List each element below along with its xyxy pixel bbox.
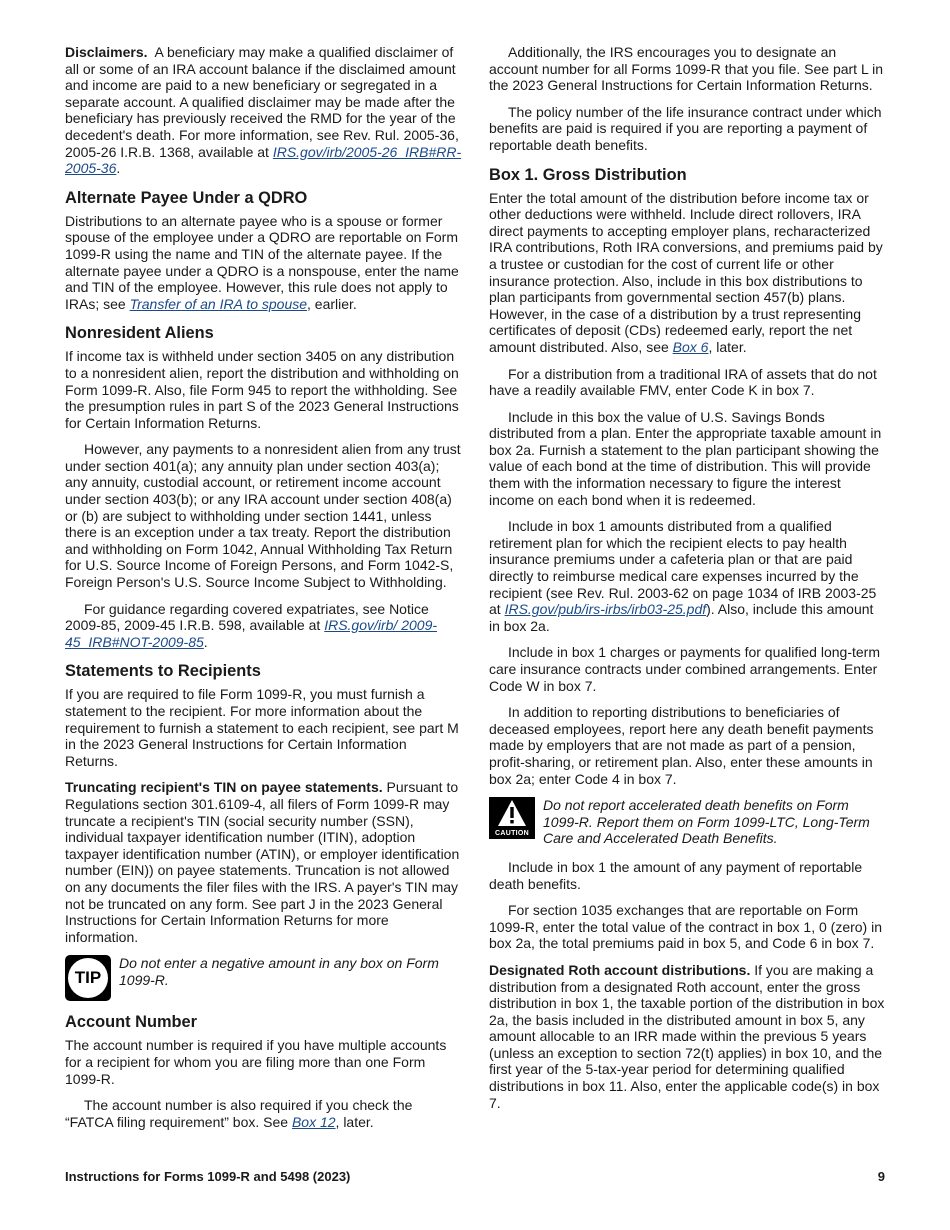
caution-text: Do not report accelerated death benefits on Form 1099-R. Report them on Form 1099-LTC, Long-Term Care and Accelerated Death Benefits. bbox=[543, 797, 870, 847]
disclaimers-tail: . bbox=[116, 160, 121, 177]
disclaimers-paragraph bbox=[65, 44, 462, 177]
warning-triangle-icon bbox=[497, 799, 527, 827]
account-p2-tail: , later. bbox=[335, 1113, 374, 1130]
roth-paragraph bbox=[489, 962, 886, 1111]
page-number: 9 bbox=[877, 1169, 885, 1184]
nonresident-p3 bbox=[65, 601, 462, 651]
box12-link[interactable]: Box 12 bbox=[291, 1113, 336, 1130]
policy-paragraph: The policy number of the life insurance contract under which benefits are paid is required if you are reporting a payment of reportable death benefits. bbox=[489, 103, 882, 153]
statements-p1: If you are required to file Form 1099-R, you must furnish a statement to the recipient. For more information about the requirement to furnish a statement to each recipient, see part M in the 2023 General Instructions for Certain Information Returns. bbox=[65, 686, 459, 769]
nonresident-p2: However, any payments to a nonresident alien from any trust under section 401(a); any annuity plan under section 403(a); any annuity, custodial account, or retirement income account under section 403(b); or any IRA account under section 408(a) or (b) are subject to withholding under section 1441, unless there is an exception under a tax treaty. Report the distribution and withholding on Form 1042, Annual Withholding Tax Return for U.S. Source Income of Foreign Persons, and Form 1042-S, Foreign Person's U.S. Source Income Subject to Withholding. bbox=[65, 441, 461, 591]
box1-heading: Box 1. Gross Distribution bbox=[489, 165, 687, 184]
account-p2 bbox=[65, 1097, 462, 1130]
box1-p1-text: Enter the total amount of the distribution before income tax or other deductions were withheld. Include direct rollovers, IRA direct payments to accepting employer plans, recharacterized IRA contributions, Roth IRA conversions, and premiums paid by a trustee or custodian for the cost of current life or other insurance protection. Also, include in this box distributions to plan participants from governmental section 457(b) plans. However, in the case of a distribution by a trust representing certificates of deposit (CDs) redeemed early, report the net amount distributed. Also, see bbox=[489, 189, 883, 355]
box1-p5: Include in box 1 charges or payments for qualified long-term care insurance contracts under combined arrangements. Enter Code W in box 7. bbox=[489, 644, 880, 694]
tip-icon bbox=[65, 955, 111, 1001]
disclaimers-link[interactable]: IRS.gov/irb/2005-26_IRB#RR-2005-36 bbox=[65, 143, 462, 177]
irb03-25-link[interactable]: IRS.gov/pub/irs-irbs/irb03-25.pdf bbox=[504, 601, 707, 618]
statements-heading: Statements to Recipients bbox=[65, 662, 261, 681]
account-heading: Account Number bbox=[65, 1013, 198, 1032]
nonresident-p1: If income tax is withheld under section 3405 on any distribution to a nonresident alien, report the distribution and withholding on Form 1099-R. Also, file Form 945 to report the withholding. See the presumption rules in part S of the 2023 General Instructions for Certain Information Returns. bbox=[65, 348, 459, 431]
box1-p4-text: Include in box 1 amounts distributed from a qualified retirement plan for which the recipient elects to pay health insurance premiums under a cafeteria plan or that are paid directly to reimburse medical care expenses incurred by the recipient (see Rev. Rul. 2003-62 on page 1034 of IRB 2003-25 at bbox=[489, 518, 877, 618]
roth-text: If you are making a distribution from a designated Roth account, enter the gross distribution in box 1, the taxable portion of the distribution in box 2a, the basis included in the distributed amount in box 5, any amount allocable to an IRR made within the previous 5 years (unless an exception to section 72(t) applies) in box 10, and the first year of the 5-tax-year period for determining qualified distributions in box 11. Also, enter the applicable code(s) in box 7. bbox=[489, 961, 885, 1111]
caution-label: CAUTION bbox=[495, 830, 529, 838]
box1-p1-tail: , later. bbox=[708, 338, 747, 355]
box1-p1 bbox=[489, 190, 886, 356]
tip-label: TIP bbox=[74, 968, 102, 988]
notice-2009-85-link[interactable]: IRS.gov/irb/ 2009-45_IRB#NOT-2009-85 bbox=[65, 617, 438, 650]
disclaimers-text: A beneficiary may make a qualified disclaimer of all or some of an IRA account balance if the disclaimed amount and income are paid to a new beneficiary or segregated in a separate account. A qualified disclaimer may be made after the beneficiary has previously received the RMD for the year of the decedent's death. For more information, see Rev. Rul. 2005-36, 2005-26 I.R.B. 1368, available at bbox=[65, 44, 459, 160]
box6-link[interactable]: Box 6 bbox=[672, 338, 709, 355]
nonresident-heading: Nonresident Aliens bbox=[65, 324, 214, 343]
box1-p4-tail: ). Also, include this amount in box 2a. bbox=[489, 601, 874, 634]
additionally-paragraph: Additionally, the IRS encourages you to designate an account number for all Forms 1099-R that you file. See part L in the 2023 General Instructions for Certain Information Returns. bbox=[489, 44, 884, 94]
tip-note bbox=[65, 955, 462, 1001]
transfer-ira-spouse-link[interactable]: Transfer of an IRA to spouse bbox=[129, 295, 308, 312]
right-column bbox=[489, 44, 886, 1121]
left-column bbox=[65, 44, 462, 1140]
truncating-text: Pursuant to Regulations section 301.6109-4, all filers of Form 1099-R may truncate a recipient's TIN (social security number (SSN), individual taxpayer identification number (ITIN), adoption taxpayer identification number (ATIN), or employer identification number (EIN)) on payee statements. Truncation is not allowed on any documents the filer files with the IRS. A payer's TIN may not be truncated on any form. See part J in the 2023 General Instructions for Certain Information Returns for more information. bbox=[65, 779, 460, 945]
account-p2-text: The account number is also required if you check the “FATCA filing requirement” box. See bbox=[65, 1097, 413, 1130]
box1-p4 bbox=[489, 518, 886, 634]
roth-runin: Designated Roth account distributions. bbox=[489, 961, 751, 978]
tip-text: Do not enter a negative amount in any box on Form 1099-R. bbox=[119, 955, 439, 988]
account-p1: The account number is required if you have multiple accounts for a recipient for whom you are filing more than one Form 1099-R. bbox=[65, 1037, 447, 1087]
truncating-runin: Truncating recipient's TIN on payee statements. bbox=[65, 779, 383, 796]
truncating-paragraph bbox=[65, 779, 462, 945]
disclaimers-runin: Disclaimers. bbox=[65, 44, 148, 60]
qdro-tail: , earlier. bbox=[307, 295, 357, 312]
caution-note bbox=[489, 797, 886, 847]
qdro-paragraph bbox=[65, 213, 462, 313]
box1-p2: For a distribution from a traditional IRA of assets that do not have a readily available FMV, enter Code K in box 7. bbox=[489, 365, 877, 399]
nonresident-p3-tail: . bbox=[203, 633, 208, 650]
box1-p8: For section 1035 exchanges that are reportable on Form 1099-R, enter the total value of the contract in box 1, 0 (zero) in box 2a, the total premiums paid in box 5, and Code 6 in box 7. bbox=[489, 902, 882, 952]
footer-title: Instructions for Forms 1099-R and 5498 (2023) bbox=[65, 1169, 351, 1184]
box1-p3: Include in this box the value of U.S. Savings Bonds distributed from a plan. Enter the appropriate taxable amount in box 2a. Furnish a statement to the plan participant showing the value of each bond at the time of distribution. This will provide them with the information necessary to figure the interest income on each bond when it is redeemed. bbox=[489, 408, 882, 508]
box1-p6: In addition to reporting distributions to beneficiaries of deceased employees, report here any death benefit payments made by employers that are not made as part of a pension, profit-sharing, or retirement plan. Also, enter these amounts in box 2a; enter Code 4 in box 7. bbox=[489, 704, 874, 787]
box1-p7: Include in box 1 the amount of any payment of reportable death benefits. bbox=[489, 858, 863, 892]
qdro-text: Distributions to an alternate payee who is a spouse or former spouse of the employee under a QDRO are reportable on Form 1099-R using the name and TIN of the alternate payee. If the alternate payee under a QDRO is a nonspouse, enter the name and TIN of the employee. However, this rule does not apply to IRAs; see bbox=[65, 212, 459, 312]
caution-icon bbox=[489, 797, 535, 839]
nonresident-p3-text: For guidance regarding covered expatriates, see Notice 2009-85, 2009-45 I.R.B. 598, available at bbox=[65, 600, 429, 634]
qdro-heading: Alternate Payee Under a QDRO bbox=[65, 188, 308, 207]
